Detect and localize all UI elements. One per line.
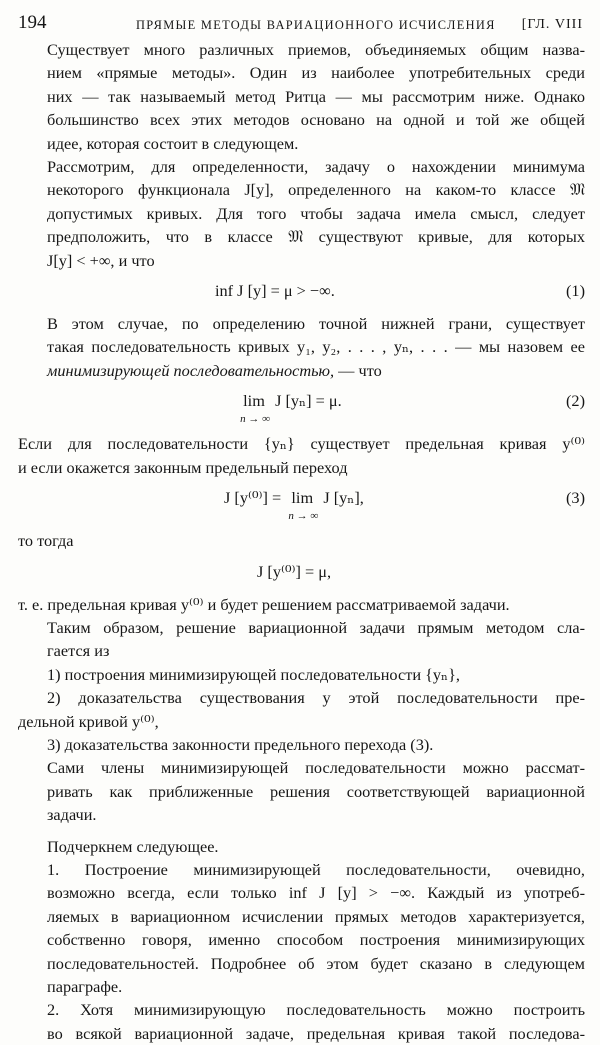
text-line: 1. Построение минимизирующей последовательности, очевидно, [47,859,585,879]
equation-2 [18,387,585,427]
text-line: возможно всегда, если только inf J [y] > −∞. Каждый из употреб- [47,883,585,903]
text-line: 3) доказательства законности предельного перехода (3). [47,734,434,754]
text-line: В этом случае, по определению точной нижней грани, существует [47,314,585,334]
lim-subscript: n → ∞ [240,413,270,426]
text-line: Сами члены минимизирующей последовательности можно рассмат- [47,758,585,778]
lim-subscript: n → ∞ [288,510,319,523]
equation-number: (1) [566,281,585,301]
paragraph-limit [18,432,585,479]
formula-body: J [yₙ], [323,488,364,508]
list-item-1 [18,663,585,686]
text-line: задачи. [47,805,97,825]
paragraph-problem [18,155,585,272]
equation-formula [224,486,364,523]
paragraph-emphasis: Подчеркнем следующее. [47,836,219,856]
text-line: Существует много различных приемов, объединяемых общим назва- [47,40,585,59]
italic-term: минимизирующей последовательностью, [47,360,335,380]
text-line: Таким образом, решение вариационной задачи прямым методом сла- [47,617,585,637]
equation-number: (2) [566,391,585,411]
text-line: нием «прямые методы». Один из наиболее употребительных среди [47,63,585,83]
text-line: такая последовательность кривых y₁, y₂, . . . , yₙ, . . . — мы назовем ее [47,337,585,357]
paragraph-point-1 [18,858,585,998]
text-line: Рассмотрим, для определенности, задачу о нахождении минимума [47,157,585,177]
list-item-2 [18,686,585,733]
lim-text: lim [243,391,265,411]
text-line: J[y] < +∞, и что [47,250,155,270]
text-line: собственно говоря, именно способом построения минимизирующих [47,930,585,950]
chapter-marker: [ГЛ. VIII [521,17,583,32]
text-line: Если для последовательности {yₙ} существует предельная кривая y⁽⁰⁾ [18,434,585,454]
text-line: 2. Хотя минимизирующую последовательность можно построить [47,1000,585,1020]
text-line: и если окажется законным предельный переход [18,457,348,477]
text-line: параграфе. [47,977,123,996]
equation-4 [18,558,585,588]
formula-left: J [y⁽⁰⁾] = [224,488,282,508]
paragraph-sequence [18,312,585,382]
paragraph-then: то тогда [18,531,74,551]
text-line: дельной кривой y⁽⁰⁾, [18,711,159,731]
text-line: 1) построения минимизирующей последовательности {yₙ}, [47,664,460,684]
text-line: предположить, что в классе 𝔐 существуют кривые, для которых [47,227,585,247]
book-page [18,12,585,1043]
equation-number: (3) [566,488,585,508]
paragraph-approximate [18,756,585,826]
page-body [18,38,585,1045]
text-line: допустимых кривых. Для того чтобы задача имела смысл, следует [47,203,585,223]
text-line [18,359,585,382]
paragraph-point-2 [18,998,585,1045]
text-line: гается из [47,641,110,661]
text-line: идее, которая состоит в следующем. [47,133,299,153]
page-number: 194 [18,12,47,33]
lim-text: lim [291,488,314,508]
text-line: большинство всех этих методов основано на одной и той же общей [47,110,585,130]
text-fragment: — что [338,360,382,380]
paragraph-summary [18,616,585,663]
text-line: некоторого функционала J[y], определенного на каком-то классе 𝔐 [47,180,585,200]
equation-formula: J [y⁽⁰⁾] = μ, [257,561,332,581]
text-line: ляемых в вариационном исчислении прямых методов характеризуется, [47,906,585,926]
text-line: 2) доказательства существования у этой последовательности пре- [47,688,585,708]
formula-body: J [yₙ] = μ. [275,391,342,411]
list-item-3 [18,733,585,756]
running-title: ПРЯМЫЕ МЕТОДЫ ВАРИАЦИОННОГО ИСЧИСЛЕНИЯ [136,18,496,32]
paragraph-solution: т. е. предельная кривая y⁽⁰⁾ и будет решением рассматриваемой задачи. [18,594,510,614]
page-header [18,12,585,34]
text-line: последовательностей. Подробнее об этом будет сказано в следующем [47,953,585,973]
lim-operator [285,486,319,523]
paragraph-intro [18,38,585,155]
equation-3 [18,484,585,524]
lim-operator [237,389,271,426]
equation-formula [237,389,342,426]
equation-formula: inf J [y] = μ > −∞. [215,281,335,301]
text-line: ривать как приближенные решения соответствующей вариационной [47,781,585,801]
text-line: них — так называемый метод Ритца — мы рассмотрим ниже. Однако [47,86,585,106]
equation-1 [18,277,585,307]
text-line: во всякой вариационной задаче, предельная кривая такой последова- [47,1023,585,1043]
